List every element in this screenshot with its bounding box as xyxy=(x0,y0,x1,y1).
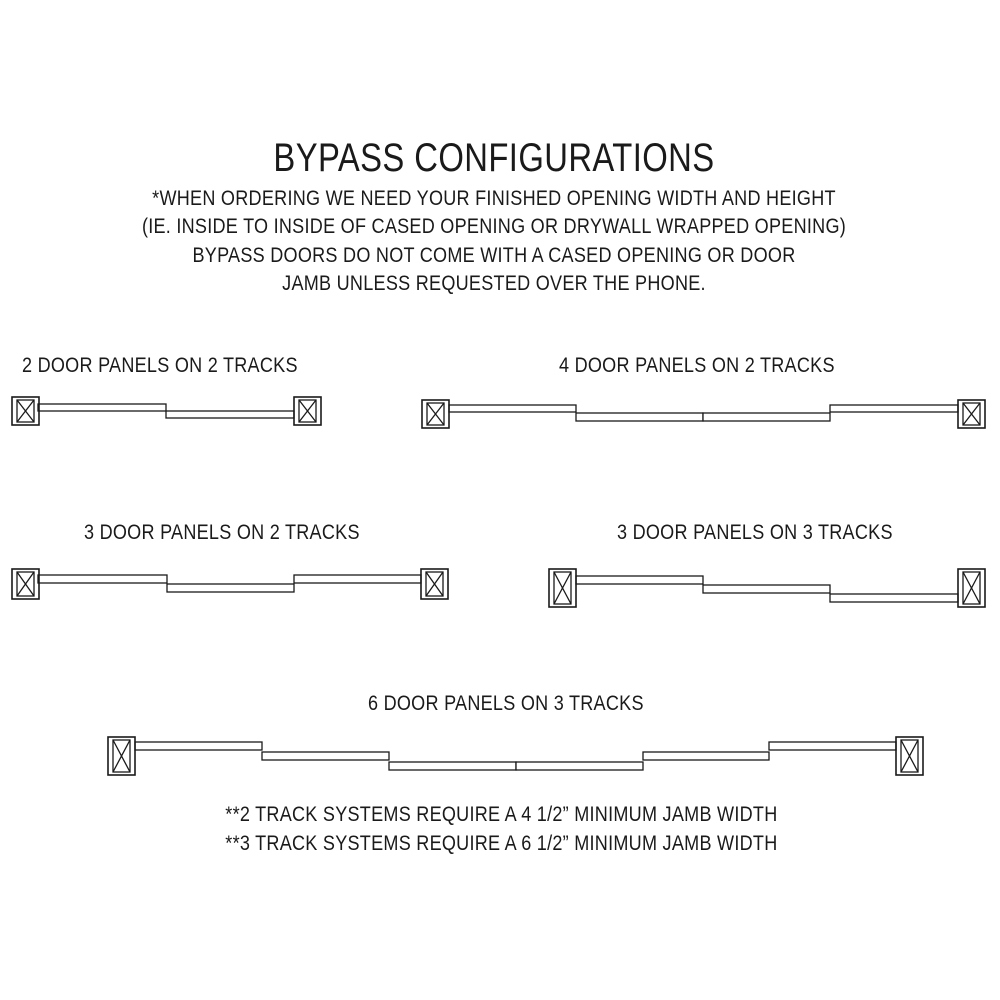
diagram-3-panels-3-tracks xyxy=(549,569,985,607)
door-panel xyxy=(449,405,576,412)
jamb-icon xyxy=(421,569,448,599)
door-panel xyxy=(830,405,958,412)
ordering-note-line-3: BYPASS DOORS DO NOT COME WITH A CASED OPENING OR DOOR xyxy=(192,244,796,267)
ordering-note-line-2: (IE. INSIDE TO INSIDE OF CASED OPENING OR DRYWALL WRAPPED OPENING) xyxy=(141,215,847,238)
jamb-icon xyxy=(108,737,135,775)
ordering-note-line-1: *WHEN ORDERING WE NEED YOUR FINISHED OPENING WIDTH AND HEIGHT xyxy=(152,187,836,210)
config-label-6-panels-3-tracks: 6 DOOR PANELS ON 3 TRACKS xyxy=(368,692,644,715)
jamb-icon xyxy=(422,400,449,428)
page-title: BYPASS CONFIGURATIONS xyxy=(273,136,715,180)
door-panel xyxy=(262,752,389,760)
jamb-icon xyxy=(896,737,923,775)
ordering-note-line-4: JAMB UNLESS REQUESTED OVER THE PHONE. xyxy=(282,272,706,295)
door-panel xyxy=(576,413,703,421)
door-panel xyxy=(516,762,643,770)
config-label-2-panels-2-tracks: 2 DOOR PANELS ON 2 TRACKS xyxy=(22,354,298,377)
door-panel xyxy=(576,576,703,584)
door-panel xyxy=(703,413,830,421)
door-panel xyxy=(294,575,421,583)
door-panel xyxy=(389,762,516,770)
diagram-2-panels-2-tracks xyxy=(12,397,321,425)
door-panel xyxy=(166,411,294,418)
note-3-track-jamb: **3 TRACK SYSTEMS REQUIRE A 6 1/2” MINIMUM JAMB WIDTH xyxy=(225,832,778,855)
config-label-3-panels-2-tracks: 3 DOOR PANELS ON 2 TRACKS xyxy=(84,521,360,544)
jamb-icon xyxy=(549,569,576,607)
jamb-icon xyxy=(12,569,39,599)
door-panel xyxy=(38,404,166,411)
door-panel xyxy=(703,585,830,593)
config-label-4-panels-2-tracks: 4 DOOR PANELS ON 2 TRACKS xyxy=(559,354,835,377)
jamb-icon xyxy=(294,397,321,425)
config-label-3-panels-3-tracks: 3 DOOR PANELS ON 3 TRACKS xyxy=(617,521,893,544)
door-panel xyxy=(643,752,769,760)
diagram-6-panels-3-tracks xyxy=(108,737,923,775)
jamb-icon xyxy=(958,569,985,607)
door-panel xyxy=(769,742,896,750)
note-2-track-jamb: **2 TRACK SYSTEMS REQUIRE A 4 1/2” MINIMUM JAMB WIDTH xyxy=(225,803,778,826)
door-panel xyxy=(135,742,262,750)
door-panel xyxy=(830,594,958,602)
jamb-icon xyxy=(12,397,39,425)
diagram-4-panels-2-tracks xyxy=(422,400,985,428)
door-panel xyxy=(167,584,294,592)
diagram-3-panels-2-tracks xyxy=(12,569,448,599)
door-panel xyxy=(38,575,167,583)
jamb-icon xyxy=(958,400,985,428)
